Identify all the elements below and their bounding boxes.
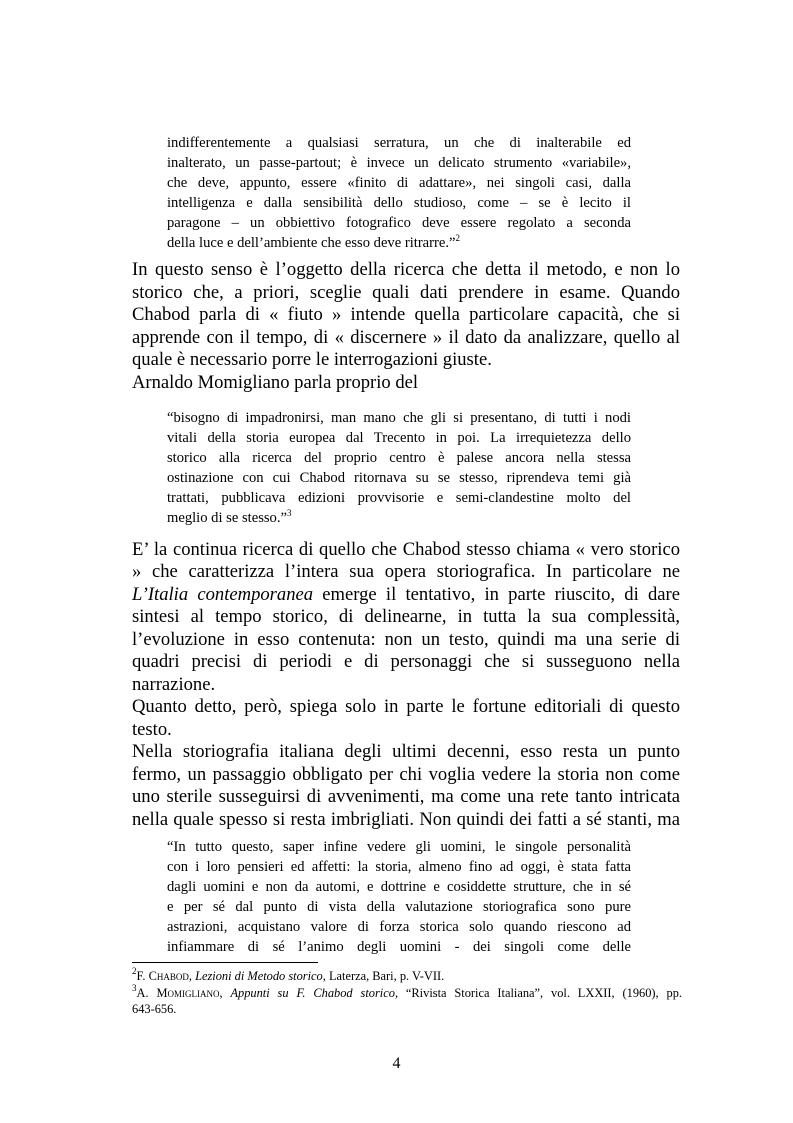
quote-line: indifferentemente a qualsiasi serratura, un che di inalterabile ed xyxy=(167,135,631,151)
footnote-separator xyxy=(132,962,318,963)
quote-line: con i loro pensieri ed affetti: la storia, almeno fino ad oggi, è stata fatta xyxy=(167,859,631,875)
footnote-3-continued: 643-656. xyxy=(132,1002,177,1016)
footnote-number: 2 xyxy=(132,966,137,976)
quote-line: e per sé dal punto di vista della valutazione storiografica sono pure xyxy=(167,899,631,915)
footnote-ref-2[interactable]: 2 xyxy=(455,233,460,243)
quote-line: trattati, pubblicava edizioni provvisorie e semi-clandestine molto del xyxy=(167,490,631,506)
quote-line-text: della luce e dell’ambiente che esso deve ritrarre.” xyxy=(167,235,456,251)
footnote-author-initial: A. xyxy=(136,986,157,1000)
body-line: fermo, un passaggio obbligato per chi voglia vedere la storia non come xyxy=(132,764,680,785)
body-line: apprende con il tempo, di « discernere » il dato da analizzare, quello al xyxy=(132,327,680,348)
quote-line: vitali della storia europea dal Trecento in poi. La irrequietezza dello xyxy=(167,430,631,446)
quote-line-last xyxy=(167,233,631,253)
body-line: E’ la continua ricerca di quello che Chabod stesso chiama « vero storico xyxy=(132,539,680,560)
body-line: quale è necessario porre le interrogazioni giuste. xyxy=(132,349,492,370)
quote-line: “In tutto questo, saper infine vedere gli uomini, le singole personalità xyxy=(167,839,631,855)
body-line: quadri precisi di periodi e di personaggi che si susseguono nella xyxy=(132,651,680,672)
footnote-2 xyxy=(132,968,682,985)
quote-line: che deve, appunto, essere «finito di adattare», nei singoli casi, dalla xyxy=(167,175,631,191)
footnote-author-initial: F. xyxy=(136,969,149,983)
quote-line-last xyxy=(167,508,631,528)
body-line: Chabod parla di « fiuto » intende quella particolare capacità, che si xyxy=(132,304,680,325)
body-line xyxy=(132,584,680,607)
quote-line: “bisogno di impadronirsi, man mano che gli si presentano, di tutti i nodi xyxy=(167,410,631,426)
quote-line-text: meglio di se stesso.” xyxy=(167,510,287,526)
body-line: narrazione. xyxy=(132,674,216,695)
footnote-details: , Laterza, Bari, p. V-VII. xyxy=(322,969,445,983)
body-line: Quanto detto, però, spiega solo in parte le fortune editoriali di questo xyxy=(132,696,680,717)
quote-line: astrazioni, acquistano valore di forza storica solo quando riescono ad xyxy=(167,919,631,935)
footnote-separator-text: , xyxy=(219,986,231,1000)
footnote-separator-text: , xyxy=(188,969,196,983)
body-line: » che caratterizza l’intera sua opera storiografica. In particolare ne xyxy=(132,561,680,582)
quote-line: intelligenza e dalla sensibilità dello studioso, come – se è lecito il xyxy=(167,195,631,211)
body-line: nella quale spesso si resta imbrigliati. Non quindi dei fatti a sé stanti, ma xyxy=(132,809,680,830)
footnote-ref-3[interactable]: 3 xyxy=(286,508,292,518)
footnote-title: Lezioni di Metodo storico xyxy=(195,969,323,983)
page-number: 4 xyxy=(392,1055,401,1072)
footnote-author: Chabod xyxy=(148,969,189,983)
footnote-details: , “Rivista Storica Italiana”, vol. LXXII, (1960), pp. xyxy=(394,986,682,1000)
quote-line: inalterato, un passe-partout; è invece un delicato strumento «variabile», xyxy=(167,155,631,171)
body-line: uno sterile susseguirsi di avvenimenti, ma come una rete tanto intricata xyxy=(132,786,680,807)
body-line: l’evoluzione in esso contenuta: non un testo, quindi ma una serie di xyxy=(132,629,680,650)
quote-line: ostinazione con cui Chabod ritornava su se stesso, riprendeva temi già xyxy=(167,470,631,486)
footnote-author: Momigliano xyxy=(156,986,220,1000)
book-title: L’Italia contemporanea xyxy=(132,584,314,605)
body-line: sintesi al tempo storico, di delinearne, in tutta la sua complessità, xyxy=(132,606,680,627)
footnote-title: Appunti su F. Chabod storico xyxy=(230,986,395,1000)
quote-line: infiammare di sé l’animo degli uomini - dei singoli come delle xyxy=(167,939,631,955)
quote-line: dagli uomini e non da automi, e dottrine e cosiddette strutture, che in sé xyxy=(167,879,631,895)
body-line: Nella storiografia italiana degli ultimi decenni, esso resta un punto xyxy=(132,741,680,762)
body-line: testo. xyxy=(132,719,172,740)
quote-line: paragone – un obbiettivo fotografico deve essere regolato a seconda xyxy=(167,215,631,231)
body-line: Arnaldo Momigliano parla proprio del xyxy=(132,372,419,393)
body-line: storico che, a priori, sceglie quali dati prendere in esame. Quando xyxy=(132,282,680,303)
body-line: In questo senso è l’oggetto della ricerca che detta il metodo, e non lo xyxy=(132,259,680,280)
footnote-number: 3 xyxy=(132,983,137,993)
quote-line: storico alla ricerca del proprio centro è palese ancora nella stessa xyxy=(167,450,631,466)
body-line-text: emerge il tentativo, in parte riuscito, di dare xyxy=(313,584,680,605)
footnote-3 xyxy=(132,985,682,1002)
